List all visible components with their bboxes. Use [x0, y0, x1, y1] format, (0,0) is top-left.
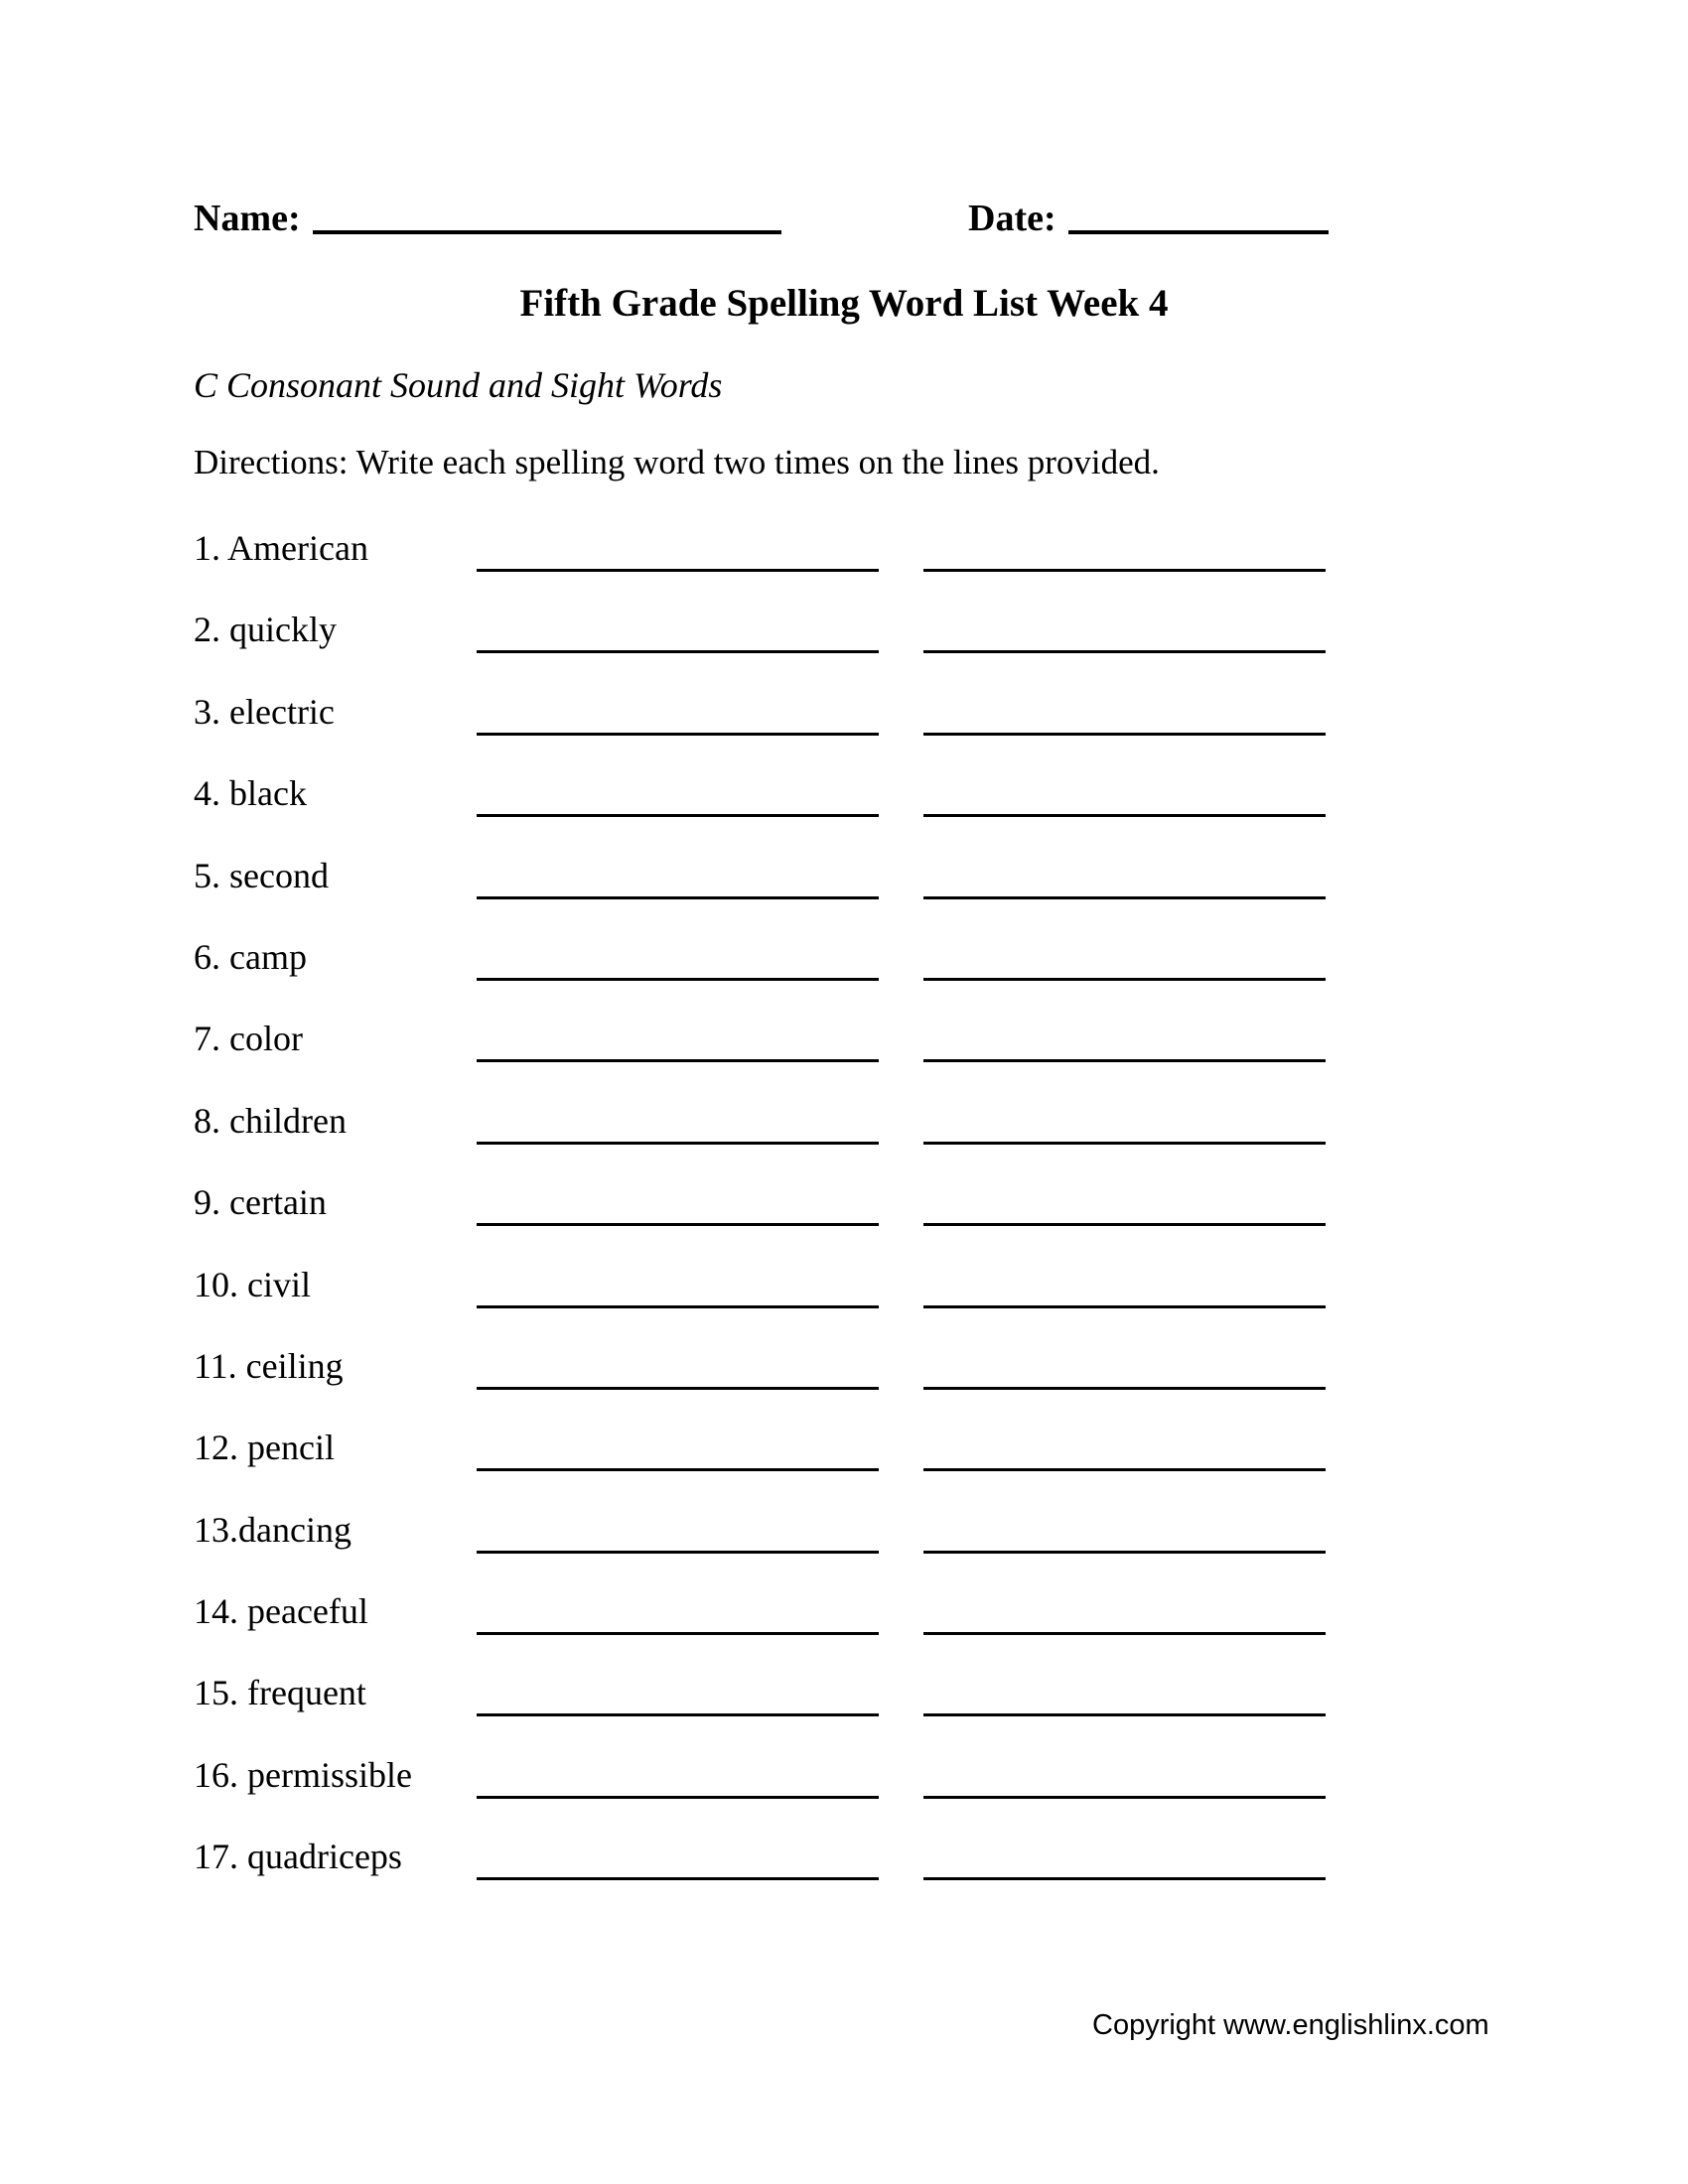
word-row	[194, 527, 1494, 609]
directions-text: Directions: Write each spelling word two times on the lines provided.	[194, 443, 1160, 481]
word-row	[194, 936, 1494, 1018]
lesson-subtitle: C Consonant Sound and Sight Words	[194, 365, 723, 405]
word-label: 6. camp	[194, 936, 307, 977]
practice-line-2	[923, 537, 1326, 572]
practice-line-2	[923, 701, 1326, 736]
word-label: 9. certain	[194, 1182, 327, 1223]
practice-line-1	[477, 1845, 879, 1880]
word-label: 15. frequent	[194, 1673, 366, 1713]
word-label: 5. second	[194, 855, 329, 895]
word-row	[194, 691, 1494, 772]
word-label: 8. children	[194, 1100, 347, 1141]
practice-line-2	[923, 1764, 1326, 1799]
practice-line-1	[477, 782, 879, 817]
word-row	[194, 1264, 1494, 1345]
date-field-group	[968, 197, 1329, 240]
practice-line-1	[477, 865, 879, 899]
word-row	[194, 1100, 1494, 1181]
practice-line-2	[923, 782, 1326, 817]
word-label: 2. quickly	[194, 610, 337, 650]
word-row	[194, 772, 1494, 854]
word-row	[194, 1590, 1494, 1672]
word-row	[194, 1427, 1494, 1508]
word-row	[194, 1672, 1494, 1753]
word-label: 14. peaceful	[194, 1591, 368, 1632]
practice-line-1	[477, 1519, 879, 1554]
word-row	[194, 1754, 1494, 1836]
word-label: 4. black	[194, 773, 307, 814]
practice-line-1	[477, 1027, 879, 1062]
name-label: Name:	[194, 198, 301, 239]
practice-line-1	[477, 618, 879, 653]
word-label: 12. pencil	[194, 1428, 335, 1468]
practice-line-2	[923, 946, 1326, 981]
word-label: 17. quadriceps	[194, 1837, 402, 1877]
practice-line-1	[477, 1191, 879, 1226]
word-row	[194, 1509, 1494, 1590]
word-label: 1. American	[194, 528, 368, 568]
word-list	[194, 527, 1494, 1918]
practice-line-2	[923, 1355, 1326, 1390]
name-blank-line	[313, 230, 781, 234]
word-row	[194, 855, 1494, 936]
practice-line-1	[477, 1764, 879, 1799]
word-row	[194, 1018, 1494, 1099]
page-title: Fifth Grade Spelling Word List Week 4	[519, 282, 1169, 325]
practice-line-2	[923, 1519, 1326, 1554]
word-row	[194, 1181, 1494, 1263]
word-row	[194, 1345, 1494, 1427]
practice-line-2	[923, 618, 1326, 653]
practice-line-1	[477, 1274, 879, 1308]
practice-line-1	[477, 1110, 879, 1145]
practice-line-1	[477, 1682, 879, 1716]
word-label: 7. color	[194, 1019, 303, 1059]
practice-line-2	[923, 1600, 1326, 1635]
word-label: 3. electric	[194, 691, 335, 732]
practice-line-2	[923, 1436, 1326, 1471]
word-label: 16. permissible	[194, 1754, 412, 1795]
practice-line-2	[923, 1845, 1326, 1880]
practice-line-2	[923, 865, 1326, 899]
word-label: 10. civil	[194, 1264, 311, 1304]
word-row	[194, 609, 1494, 690]
practice-line-1	[477, 1355, 879, 1390]
practice-line-1	[477, 946, 879, 981]
practice-line-2	[923, 1110, 1326, 1145]
practice-line-1	[477, 537, 879, 572]
name-field-group	[194, 197, 781, 240]
practice-line-2	[923, 1027, 1326, 1062]
word-row	[194, 1836, 1494, 1917]
practice-line-2	[923, 1191, 1326, 1226]
practice-line-1	[477, 1600, 879, 1635]
practice-line-2	[923, 1682, 1326, 1716]
word-label: 13.dancing	[194, 1509, 352, 1550]
practice-line-1	[477, 1436, 879, 1471]
copyright-text: Copyright www.englishlinx.com	[1092, 2009, 1489, 2041]
practice-line-1	[477, 701, 879, 736]
word-label: 11. ceiling	[194, 1345, 344, 1386]
date-blank-line	[1068, 230, 1329, 234]
practice-line-2	[923, 1274, 1326, 1308]
date-label: Date:	[968, 198, 1056, 239]
